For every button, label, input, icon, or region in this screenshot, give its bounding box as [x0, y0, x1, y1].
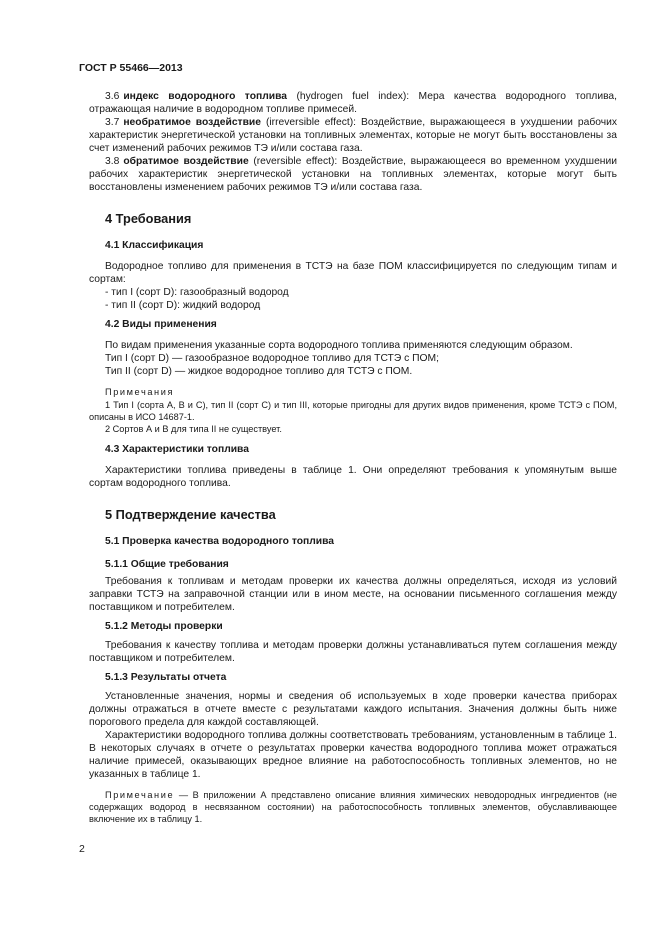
subsection-title: 5.1 Проверка качества водородного топлива: [105, 536, 335, 547]
paragraph: Водородное топливо для применения в ТСТЭ на базе ПОМ классифицируется по следующим типам и сортам:: [89, 261, 617, 285]
term-name: необратимое воздействие: [123, 117, 261, 128]
subsection-title: 5.1.2 Методы проверки: [105, 621, 223, 632]
term-name: индекс водородного топлива: [123, 91, 288, 102]
note-label: Примечание: [105, 790, 175, 800]
note-item: 1 Тип I (сорта А, В и С), тип II (сорт С) и тип III, которые пригодны для других видов применения, кроме ТСТЭ с ПОМ, описаны в ИСО 14687-1.: [89, 400, 617, 422]
note-item: 2 Сортов А и В для типа II не существует.: [105, 424, 282, 434]
paragraph: Установленные значения, нормы и сведения об используемых в ходе проверки качества приборах должны отражаться в отчете вместе с результатами каждого испытания. Значения должны быть ниже порогового предела для каждой составляющей.: [89, 691, 617, 728]
notes-label: Примечания: [105, 387, 175, 397]
term-number: 3.8: [105, 156, 120, 167]
list-item: - тип I (сорт D): газообразный водород: [105, 287, 289, 298]
term-definition: (reversible effect): Воздействие, выражающееся во временном ухудшении рабочих характеристик энергетической установки на топливных элементах, которые могут быть восстановлены изменением рабочих режимов ТЭ и/или состава газа.: [89, 156, 617, 193]
section-title: 4 Требования: [105, 211, 192, 226]
list-item: - тип II (сорт D): жидкий водород: [105, 300, 261, 311]
subsection-title: 4.1 Классификация: [105, 240, 204, 251]
term-entry: [89, 90, 617, 116]
paragraph: Требования к качеству топлива и методам проверки должны устанавливаться путем соглашения между поставщиком и потребителем.: [89, 640, 617, 664]
term-entry: [89, 116, 617, 155]
paragraph: Тип I (сорт D) — газообразное водородное топливо для ТСТЭ с ПОМ;: [105, 353, 439, 364]
subsection-title: 4.3 Характеристики топлива: [105, 444, 249, 455]
note-text: — В приложении А представлено описание влияния химических неводородных ингредиентов (не содержащих водород в несвязанном состоянии) на работоспособность топливных элементов, обуславливающее включение их в таблицу 1.: [89, 790, 617, 824]
paragraph: Требования к топливам и методам проверки их качества должны определяться, исходя из условий заправки ТСТЭ на заправочной станции или в ином месте, на основании письменного соглашения между поставщиком и потребителем.: [89, 576, 617, 613]
term-definition: (irreversible effect): Воздействие, выражающееся в ухудшении рабочих характеристик энергетической установки на топливных элементах, которые не могут быть восстановлены за счет изменений рабочих режимов ТЭ и/или состава газа.: [89, 117, 617, 154]
paragraph: Тип II (сорт D) — жидкое водородное топливо для ТСТЭ с ПОМ.: [105, 366, 413, 377]
subsection-title: 5.1.1 Общие требования: [105, 559, 229, 570]
term-entry: [89, 155, 617, 194]
term-number: 3.6: [105, 91, 120, 102]
paragraph: Характеристики топлива приведены в таблице 1. Они определяют требования к упомянутым выше сортам водородного топлива.: [89, 465, 617, 489]
section-title: 5 Подтверждение качества: [105, 507, 276, 522]
subsection-title: 5.1.3 Результаты отчета: [105, 672, 227, 683]
page-number: 2: [79, 843, 85, 855]
subsection-title: 4.2 Виды применения: [105, 319, 217, 330]
paragraph: По видам применения указанные сорта водородного топлива применяются следующим образом.: [105, 340, 573, 351]
term-number: 3.7: [105, 117, 120, 128]
term-name: обратимое воздействие: [123, 156, 249, 167]
document-header: ГОСТ Р 55466—2013: [79, 62, 183, 74]
note-paragraph: [89, 789, 617, 825]
document-body: [89, 90, 617, 825]
paragraph: Характеристики водородного топлива должны соответствовать требованиям, установленным в таблице 1. В некоторых случаях в отчете о результатах проверки качества водородного топлива может отражаться наличие примесей, оказывающих вредное влияние на работоспособность топливных элементов, но не указанных в таблице 1.: [89, 730, 617, 780]
term-definition: (hydrogen fuel index): Мера качества водородного топлива, отражающая наличие в водородном топливе примесей.: [89, 91, 618, 115]
